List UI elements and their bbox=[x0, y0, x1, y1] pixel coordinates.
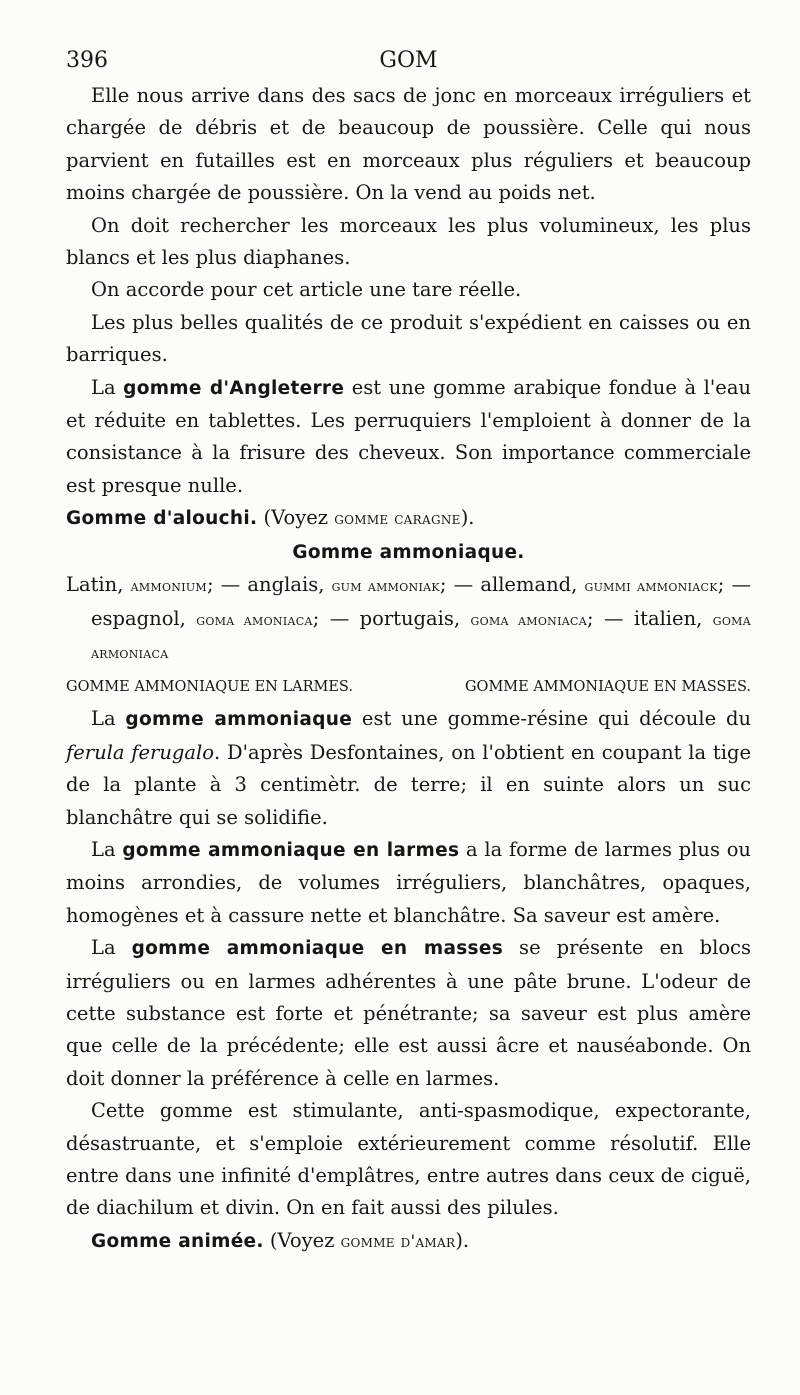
paragraph: On doit rechercher les morceaux les plus volumineux, les plus blancs et les plus diaphanes. bbox=[66, 213, 751, 270]
synonym: goma amoniaca bbox=[470, 610, 587, 629]
see-text: (Voyez bbox=[257, 506, 335, 530]
synonym: ammonium bbox=[130, 577, 207, 596]
paragraph: On accorde pour cet article une tare réelle. bbox=[91, 278, 522, 302]
language-label: ; — portugais, bbox=[312, 606, 471, 630]
language-label: ; — espagnol, bbox=[91, 573, 751, 630]
page-header bbox=[66, 48, 751, 80]
running-title: GOM bbox=[379, 48, 438, 73]
paragraph: Cette gomme est stimulante, anti-spasmodique, expectorante, désastruante, et s'emploie extérieurement comme résolutif. Elle entre dans une infinité d'emplâtres, entre autres dans ceux de ciguë, de diachilum et divin. On en fait aussi des pilules. bbox=[66, 1099, 751, 1220]
language-label: Latin, bbox=[66, 573, 131, 597]
body-text: . D'après Desfontaines, on l'obtient en coupant la tige de la plante à 3 centimètr. de terre; il en suinte alors un suc blanchâtre qui se solidifie. bbox=[66, 740, 751, 829]
paragraph-gomme-ammoniaque bbox=[66, 703, 751, 834]
entry-term: gomme d'Angleterre bbox=[123, 377, 345, 399]
paragraph: Elle nous arrive dans des sacs de jonc en morceaux irréguliers et chargée de débris et de beaucoup de poussière. Celle qui nous parvient en futailles est en morceaux plus réguliers et beaucoup moins chargée de poussière. On la vend au poids net. bbox=[66, 84, 751, 205]
see-text-end: ). bbox=[455, 1228, 470, 1252]
paragraph-gomme-angleterre bbox=[66, 372, 751, 503]
language-label: ; — anglais, bbox=[207, 573, 332, 597]
lead-text: La bbox=[91, 707, 126, 731]
lead-text: La bbox=[91, 375, 124, 399]
synonym: goma amoniaca bbox=[196, 610, 313, 629]
synonym: gummi ammoniack bbox=[584, 577, 718, 596]
column-masses: GOMME AMMONIAQUE EN MASSES. bbox=[464, 679, 751, 696]
see-text-end: ). bbox=[460, 506, 475, 530]
page-number: 396 bbox=[66, 48, 108, 73]
synonym: gum ammoniak bbox=[331, 577, 440, 596]
language-label: ; — allemand, bbox=[439, 573, 585, 597]
entry-term: gomme ammoniaque en masses bbox=[131, 938, 504, 960]
body-text: est une gomme arabique fondue à l'eau et réduite en tablettes. Les perruquiers l'emploient à donner de la consistance à la frisure des cheveux. Son importance commerciale est presque nulle. bbox=[66, 375, 751, 497]
paragraph: Les plus belles qualités de ce produit s'expédient en caisses ou en barriques. bbox=[66, 310, 751, 367]
page bbox=[66, 48, 751, 1258]
language-label: ; — italien, bbox=[586, 606, 713, 630]
heading-text: Gomme ammoniaque. bbox=[292, 541, 525, 563]
entry-gomme-alouchi bbox=[66, 502, 751, 535]
entry-term: Gomme animée. bbox=[91, 1230, 264, 1252]
body-text: a la forme de larmes plus ou moins arrondies, de volumes irréguliers, blanchâtres, opaques, homogènes et à cassure nette et blanchâtre. Sa saveur est amère. bbox=[66, 837, 751, 927]
column-larmes: GOMME AMMONIAQUE EN LARMES. bbox=[66, 679, 353, 696]
entry-term: gomme ammoniaque en larmes bbox=[122, 839, 460, 861]
see-text: (Voyez bbox=[263, 1228, 341, 1252]
entry-gomme-animee bbox=[66, 1225, 751, 1258]
paragraph-en-larmes bbox=[66, 834, 751, 932]
latin-name: ferula ferugalo bbox=[66, 740, 214, 764]
cross-reference: gomme caragne bbox=[334, 509, 461, 530]
section-heading bbox=[66, 536, 751, 569]
variety-columns bbox=[66, 671, 751, 703]
entry-term: gomme ammoniaque bbox=[125, 709, 353, 731]
lead-text: La bbox=[91, 837, 123, 861]
synonyms-list bbox=[66, 569, 751, 669]
entry-term: Gomme d'alouchi. bbox=[66, 508, 258, 530]
paragraph-en-masses bbox=[66, 932, 751, 1095]
synonym: goma armoniaca bbox=[91, 610, 751, 662]
body-text: se présente en blocs irréguliers ou en larmes adhérentes à une pâte brune. L'odeur de cette substance est forte et pénétrante; sa saveur est plus amère que celle de la précédente; elle est aussi âcre et nauséabonde. On doit donner la préférence à celle en larmes. bbox=[66, 936, 751, 1090]
body-text: est une gomme-résine qui découle du bbox=[352, 707, 752, 731]
lead-text: La bbox=[91, 936, 132, 960]
cross-reference: gomme d'amar bbox=[340, 1231, 456, 1252]
